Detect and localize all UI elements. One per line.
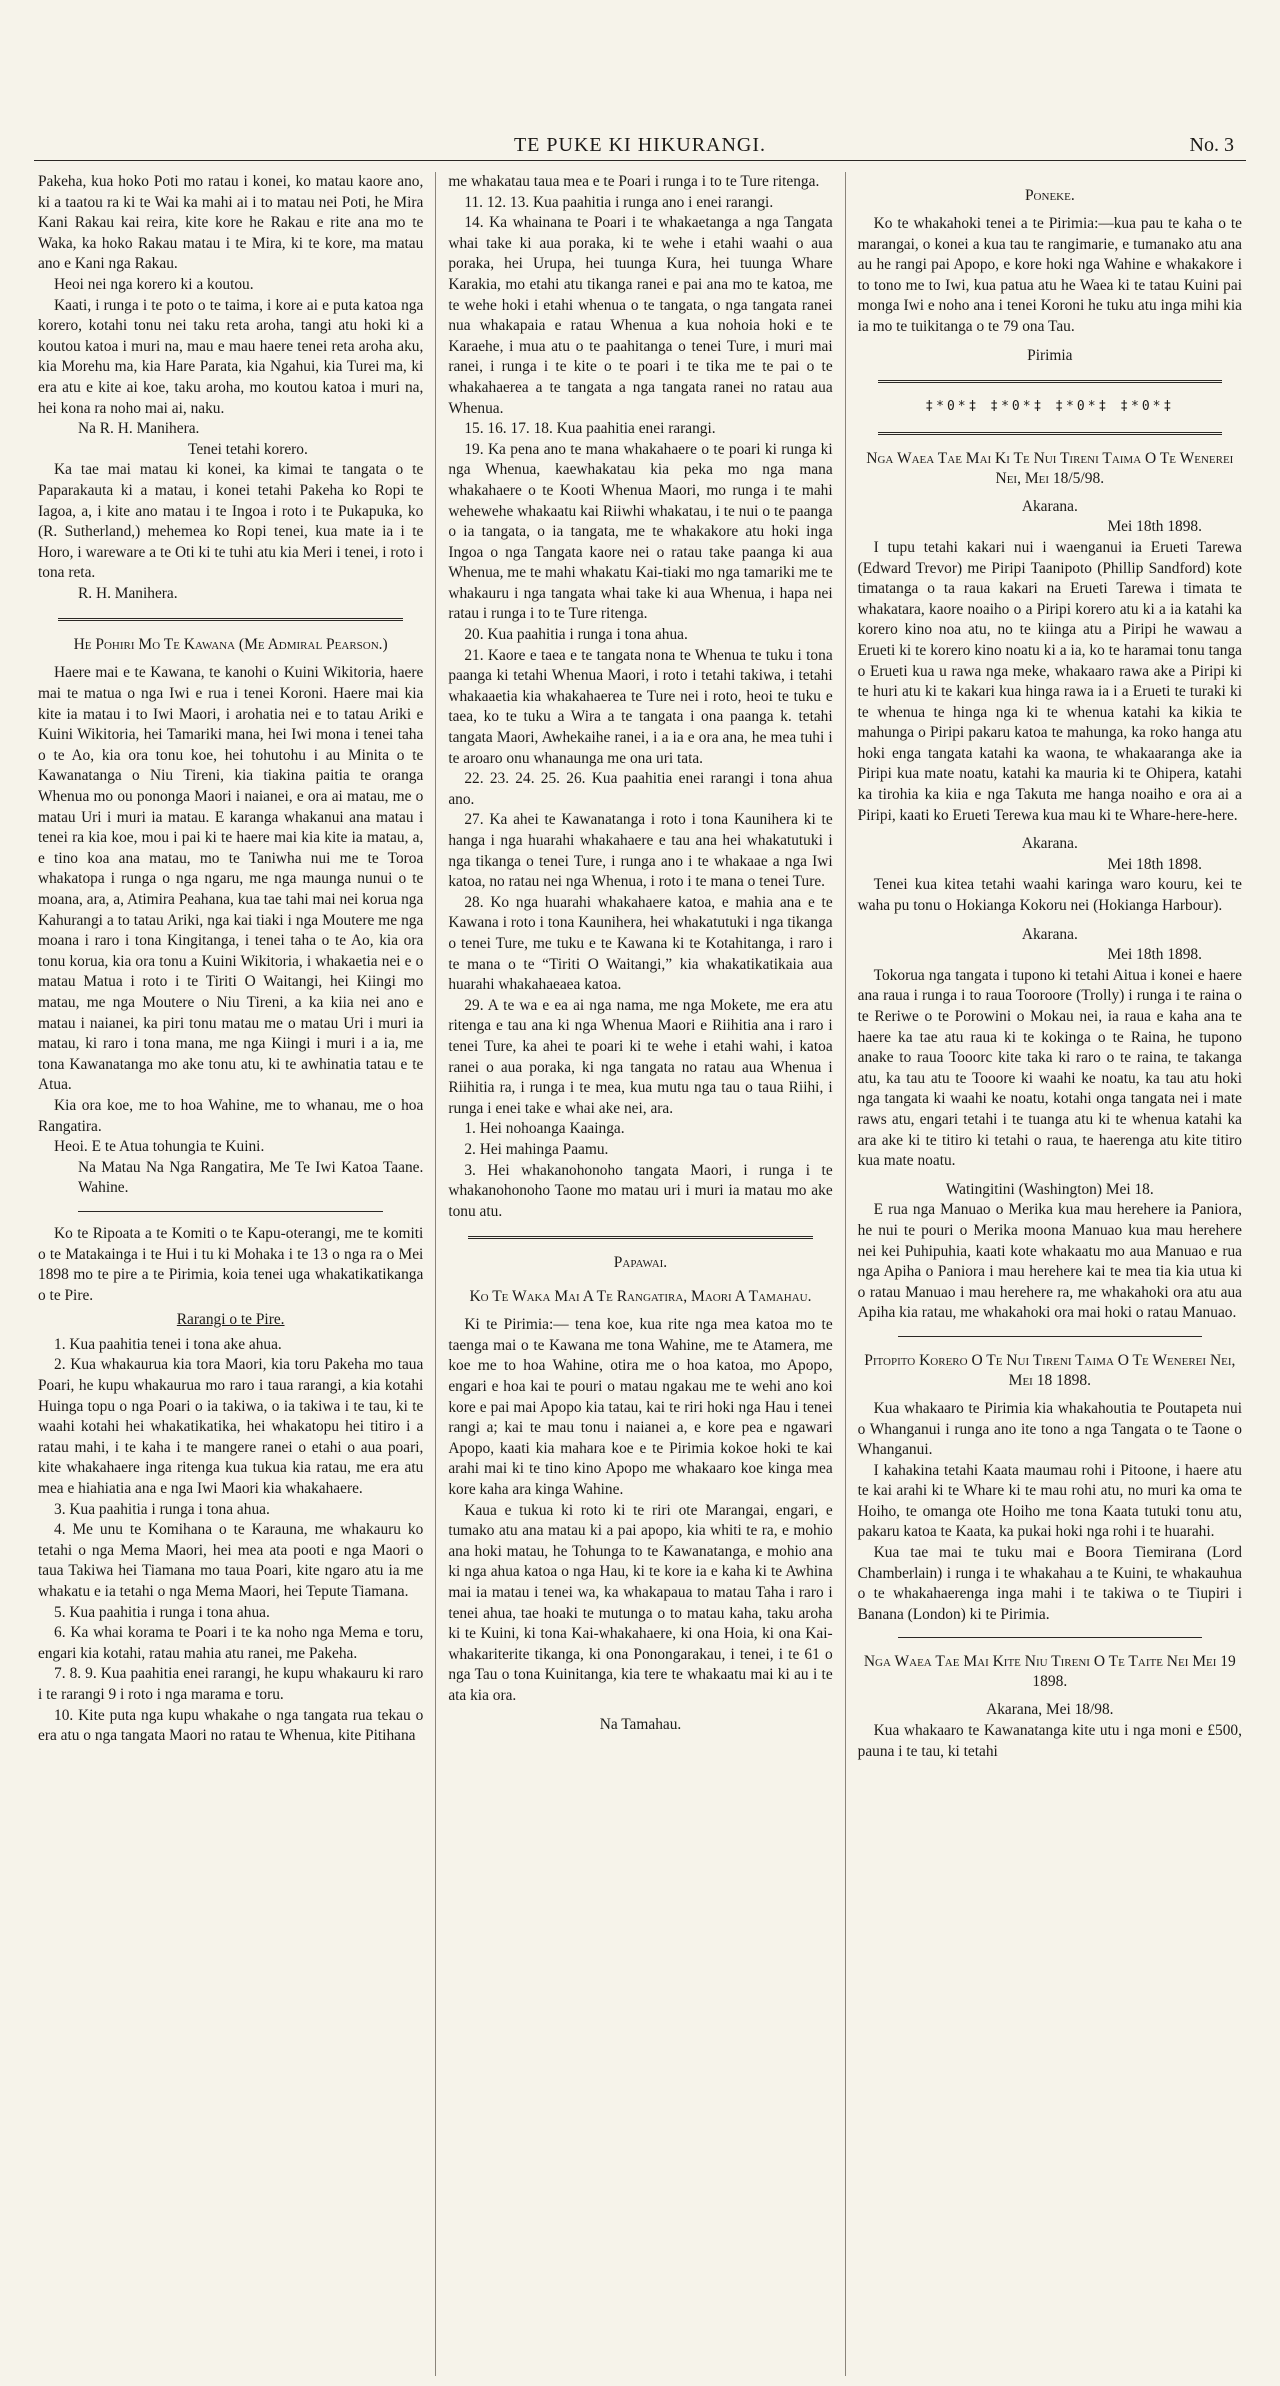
dateline-place: Watingitini (Washington) Mei 18. — [945, 1180, 1154, 1198]
newspaper-title: TE PUKE KI HIKURANGI. — [513, 134, 767, 156]
dateline-place: Akarana. — [1021, 835, 1078, 853]
signature: Na R. H. Manihera. — [78, 420, 200, 438]
paragraph: Tenei tetahi korero. — [188, 440, 308, 458]
paragraph: Kua tae mai te tuku mai e Boora Tiemirana (Lord Chamberlain) i runga i te whakahau a te Kuini, te whakauhua o te whakahaerenga inga mahi i te takiwa o te Tiupiri i Banana (London) ki te Pirimia. — [857, 1544, 1242, 1623]
list-item: 5. Kua paahitia i runga i tona ahua. — [54, 1603, 270, 1621]
paragraph: 15. 16. 17. 18. Kua paahitia enei rarangi. — [464, 420, 716, 438]
section-divider — [898, 1336, 1202, 1337]
dateline-place: Akarana. — [1021, 925, 1078, 943]
subheading: Rarangi o te Pire. — [176, 1311, 285, 1329]
section-subheading: Ko Te Waka Mai A Te Rangatira, Maori A Tamahau. — [469, 1288, 812, 1306]
paragraph: Kaati, i runga i te poto o te taima, i kore ai e puta katoa nga korero, kotahi tonu nei taku reta aroha, tangi atu hoki ki a koutou katoa i muri na, mau e mau haere tenei reta aroha aku, kia Morehu ma, kia Hare Parata, kia Ngahui, kia Turei ma, ki era atu e kite ai koe, taku aroha, mo koutou katoa i muri na, hei kona ra noho mai ai, naku. — [38, 296, 424, 417]
paragraph: 14. Ka whainana te Poari i te whakaetanga a nga Tangata whai take ki aua poraka, ki te wehe i etahi waahi o aua poraka, hei Urupa, hei tuunga Kura, hei tuunga Whare Karakia, mo etahi atu tikanga ranei e pai ana mo te katoa, me te wehe hoki i etahi whenua o te tangata, o nga tangata ranei nua whakapaia e ratau Whenua a kua nohoia hoki e te Karaehe, i mua atu o te paahitanga o tenei Ture, i muri mai ranei, i runga i te kite o te poari i te tika me te pai o te whakahaerea a te tangata a nga tangata ranei no ratau aua Whenua. — [448, 214, 833, 417]
section-heading: Poneke. — [1024, 187, 1075, 204]
paragraph: Kia ora koe, me to hoa Wahine, me to whanau, me o hoa Rangatira. — [38, 1096, 424, 1135]
signature: Na Matau Na Nga Rangatira, Me Te Iwi Katoa Taane. Wahine. — [78, 1158, 424, 1197]
list-item: 1. Hei nohoanga Kaainga. — [464, 1120, 625, 1138]
column-3 — [845, 172, 1254, 2376]
page-number: No. 3 — [1189, 134, 1234, 156]
dateline-date: Mei 18th 1898. — [1107, 855, 1202, 873]
ornament-divider: ‡*0*‡ ‡*0*‡ ‡*0*‡ ‡*0*‡ — [925, 399, 1175, 415]
list-item: 3. Kua paahitia i runga i tona ahua. — [54, 1500, 270, 1518]
paragraph: Ka tae mai matau ki konei, ka kimai te tangata o te Paparakauta ki a matau, i konei tetahi Pakeha ko Ropi te Iagoa, a, i kite ano matau i te Ingoa i roto i te Pukapuka, ko (R. Sutherland,) mehemea ko Ropi tenei, kua mate ia i te Horo, i wareware a te Oti ki te tuhi atu kia Meri i tenei, i roto i tona reta. — [38, 461, 424, 582]
section-divider — [468, 1236, 812, 1239]
section-divider — [78, 1211, 383, 1212]
paragraph: I tupu tetahi kakari nui i waenganui ia Erueti Tarewa (Edward Trevor) me Piripi Taanipoto (Phillip Sandford) kote timatanga o ta raua kakari na Erueti Tarewa i timata te whakatara, kaore noaiho o a Piripi korero atu ki a ia katahi ka korero kino noa atu, no te kiinga atu a Piripi he wawau a Erueti ki te korero kino noatu ki a ia, ko te haramai tonu tanga o Erueti kua u rawa nga meke, whakaaro rawa ake a Piripi ki te huri atu ki te kakari kua hinga rawa ia i a Erueti te turaki ki te whenua te hinga nga ki te whenua katahi ka kikia te mahunga o Piripi pakaru katoa te mahunga, ka roko hanga atu hoki enga tangata katahi ka waona, te whakaaranga ake ia Piripi kua mate noatu, katahi ka mauria ki te Ohipera, katahi ka tirohia ka kiia e nga Takuta me hanga noaiho e ora ai a Piripi, kaati ko Erueti Terewa kua mau ki te Whare-here-here. — [857, 538, 1242, 824]
paragraph: Heoi nei nga korero ki a koutou. — [54, 275, 254, 293]
section-heading: Pitopito Korero O Te Nui Tireni Taima O Te Wenerei Nei, Mei 18 1898. — [864, 1351, 1236, 1389]
paragraph: I kahakina tetahi Kaata maumau rohi i Pitoone, i haere atu te kai arahi ki te Whare ki te mau rohi atu, no muri ka oma te Hoiho, te omanga ote Hoiho me tona Kaata tutuki tonu atu, pakaru katoa te Kaata, ka pukai hoki nga rohi i te huarahi. — [857, 1461, 1242, 1541]
column-1 — [26, 172, 435, 2376]
dateline-place: Akarana, Mei 18/98. — [986, 1701, 1114, 1719]
paragraph: Ko te whakahoki tenei a te Pirimia:—kua pau te kaha o te marangai, o konei a kua tau te rangimarie, e tumanako atu ana au he rangi pai Apopo, e kore hoki nga Wahine e whakakore i to tono me to Iwi, kua patua atu he Waea ki te tatau Kuini pai monga Iwi e noho ana i tenei Koroni he tuku atu inga mihi kia ia mo te tuikitanga o te 79 ona Tau. — [857, 215, 1242, 335]
paragraph: Kaua e tukua ki roto ki te riri ote Marangai, engari, e tumako atu ana matau ki a pai apopo, kia whiti te ra, e mohio ana hoki matau, he Tohunga to te Kawanatanga, e mohio ana ki nga ahua katoa o nga Hau, ki te kore ia e kaha ki te Awhina mai ia matau i tenei wa, ka whakapaua to matau Taha i raro i tenei ahua, tae hoaki te mutunga o to matau kaha, taku aroha ki te Kuini, ki tona Kai-whakahaere, ki ona Hoia, ki ona Kai-whakariterite tikanga, ki ona Ponongarakau, i tenei, i te 61 o nga Tau o tona Kuinitanga, kia tere te whakaatu mai ki au i te ata kia ora. — [448, 1501, 833, 1704]
paragraph: 20. Kua paahitia i runga i tona ahua. — [464, 626, 688, 644]
paragraph: Heoi. E te Atua tohungia te Kuini. — [54, 1138, 265, 1156]
paragraph: Ko te Ripoata a te Komiti o te Kapu-oterangi, me te komiti o te Matakainga i te Hui i tu ki Mohaka i te 13 o nga ra o Mei 1898 mo te pire a te Pirimia, koia tenei uga whakatikatikanga o te Pire. — [38, 1224, 424, 1304]
list-item: 2. Hei mahinga Paamu. — [464, 1140, 609, 1158]
column-2 — [435, 172, 844, 2376]
paragraph: 22. 23. 24. 25. 26. Kua paahitia enei rarangi i tona ahua ano. — [448, 770, 833, 808]
section-divider — [58, 618, 403, 621]
paragraph: me whakatau taua mea e te Poari i runga i to te Ture ritenga. — [448, 173, 820, 190]
masthead — [34, 132, 1246, 161]
list-item: 2. Kua whakaurua kia tora Maori, kia toru Pakeha mo taua Poari, he kupu whakaurua mo raro i taua rarangi, a kia kotahi Huinga topu o nga Poari o ia takiwa, o ia takiwa i te tau, ki te waahi kotahi hei whakatikatika, hei whakatopu hei titiro i a ratau mahi, i te kaha i te mangere ranei o etahi o aua poari, kite whakahaere inga ritenga kua tukua kia ratau, me era atu mea e hiahiatia ana e nga Iwi Maori kia whakahaere. — [38, 1356, 424, 1498]
signature: Na Tamahau. — [599, 1715, 682, 1733]
dateline-date: Mei 18th 1898. — [1107, 518, 1202, 536]
paragraph: Kua whakaaro te Pirimia kia whakahoutia te Poutapeta nui o Whanganui i runga ano ite tono a nga Tangata o te Taone o Whanganui. — [857, 1399, 1242, 1459]
signature: Pirimia — [1027, 346, 1073, 364]
paragraph: Haere mai e te Kawana, te kanohi o Kuini Wikitoria, haere mai te matua o nga Iwi e rua i tenei Koroni. Haere mai kia kite ia matau i to Iwi Maori, i arohatia nei e to tatau Ariki e Kuini Wikitoria, hei Tamariki mana, hei Iwi mona i tenei taha o te Ao, kia ora tonu koe, hei tohutohu i au Minita o te Kawanatanga o Niu Tireni, kia tiakina paitia te oranga Whenua mo ou pononga Maori i naianei, e ora ai matau, me o matau Uri i muri ia matau. E karanga whakanui ana matau i tenei ra kia koe, mou i pai ki te haere mai kia kite ia matau, a, e tino koa ana matau, mo te Taniwha nui me te Toroa whakatopa i runga o nga ngaru, me nga maunga nunui o te moana, ara, a, Atimira Peahana, kua tae tahi mai nei korua nga Kahurangi a to tatau Ariki, nga kai tiaki i nga Moutere me nga moana i raro i tona Kingitanga, i tenei taha o te Ao, kia ora tonu korua, kia ora tonu a Kuini Wikitoria, i whakaetia nei e o matau Matua i roto i te Tiriti O Waitangi, hei Kiingi mo matau, me nga Moutere o Niu Tireni, a ka kiia nei ano e matau i naianei, ka piri tonu matau me o matau Uri i muri ia matau, ki raro i tona mana, me nga Kiingi i muri i a ia, me tona Kawanatanga mo ake tonu atu, ki te awhinatia tatau e te Atua. — [38, 664, 424, 1094]
section-heading: Papawai. — [613, 1254, 668, 1272]
list-item: 10. Kite puta nga kupu whakahe o nga tangata rua tekau o era atu o nga tangata Maori no ratau te Whenua, kite Pitihana — [38, 1706, 424, 1745]
paragraph: 29. A te wa e ea ai nga nama, me nga Mokete, me era atu ritenga e tau ana ki nga Whenua Maori e Riihitia ana i raro i tenei Ture, ka ahei te poari ki te wehe i etahi wahi, i katoa ranei o aua poraka, ki nga tangata no ratau aua Whenua i Riihitia ra, i runga i te mea, kua mutu nga tau o taua Riihi, i runga i enei take e whai ake nei, ara. — [448, 996, 833, 1117]
section-divider — [898, 1637, 1202, 1638]
section-heading: He Pohiri Mo Te Kawana (Me Admiral Pearson.) — [73, 636, 388, 654]
paragraph: Pakeha, kua hoko Poti mo ratau i konei, ko matau kaore ano, ki a taatou ra ki te Wai ka mahi ai i to matau nei Poti, he Mira Kani Rakau kai reira, kite kore he Rakau e rite ana mo te Waka, ka hoko Rakau matau i te Mira, ki te kore, ma matau ano e Kani nga Rakau. — [38, 173, 424, 273]
columns — [26, 172, 1254, 2376]
section-divider — [878, 432, 1222, 435]
paragraph: Kua whakaaro te Kawanatanga kite utu i nga moni e £500, pauna i te tau, ki tetahi — [857, 1722, 1242, 1760]
dateline-date: Mei 18th 1898. — [1107, 946, 1202, 964]
paragraph: E rua nga Manuao o Merika kua mau herehere ia Paniora, he nui te pouri o Merika moona Manuao kua mau herehere nei kei Puhipuhia, kaati kote whakaatu mo aua Manuao e rua nga Apiha o Paniora i mau herehere kai te mea tia kia utua ki o ratau Manuao i mau herehere ra, me whakahoki ora atu aua Apiha kia ratau, me whakahoki ora mai hoki o ratau Manuao. — [857, 1201, 1242, 1322]
paragraph: Tenei kua kitea tetahi waahi karinga waro kouru, kei te waha pu tonu o Hokianga Kokoru nei (Hokianga Harbour). — [857, 876, 1242, 915]
signature: R. H. Manihera. — [78, 584, 178, 602]
paragraph: 11. 12. 13. Kua paahitia i runga ano i enei rarangi. — [464, 193, 774, 211]
dateline-place: Akarana. — [1021, 497, 1078, 515]
paragraph: 28. Ko nga huarahi whakahaere katoa, e mahia ana e te Kawana i roto i tona Kaunihera, hei whakatutuki i nga tikanga o tenei Ture, me tuku e te Kawana ki te Kotahitanga, i raro i te mana o te “Tiriti O Waitangi,” kia whakatikatikaia aua huarahi whakahaeaea katoa. — [448, 893, 833, 994]
paragraph: 19. Ka pena ano te mana whakahaere o te poari ki runga ki nga Whenua, kaewhakatau kia peka mo nga mana whakahaere o te Kooti Whenua Maori, mo runga i te mahi wehewehe whakaatu kai Riiwhi whakatau, i te nui o te paanga o ia tangata, o ia tangata, me te whakakore atu hoki inga Ingoa o nga Tangata kaore nei o ratau take paanga ki aua Whenua, me te mahi whakatu Kai-tiaki mo nga tamariki me te whakauru i nga tangata whai take ki aua Whenua, i hapa nei ratau i runga i to te Ture ritenga. — [448, 440, 833, 623]
paragraph: 21. Kaore e taea e te tangata nona te Whenua te tuku i tona paanga ki tetahi Whenua Maori, i roto i tetahi takiwa, i tetahi whakaaetia kia whakahaerea te Ture nei i roto, heoi te tuku e taea, ko te tuku a Wira a te tangata i ona paanga k. tetahi tangata Maori, Awhekaihe ranei, i a ia e ora ana, he mea tuhi i te aroaro onu whanaunga me ona uri tata. — [448, 646, 833, 767]
list-item: 7. 8. 9. Kua paahitia enei rarangi, he kupu whakauru ki raro i te rarangi 9 i roto i nga marama e toru. — [38, 1665, 424, 1703]
list-item: 1. Kua paahitia tenei i tona ake ahua. — [54, 1335, 282, 1353]
list-item: 6. Ka whai korama te Poari i te ka noho nga Mema e toru, engari kia kotahi, ratau mahia atu ranei, me Pakeha. — [38, 1624, 424, 1662]
paragraph: Tokorua nga tangata i tupono ki tetahi Aitua i konei e haere ana raua i runga i to raua Tooroore (Trolly) i runga i te raina o te Reriwe o te Porowini o Mokau nei, ia raua e kaha ana te haere ka tae atu raua ki te kokinga o te Raina, he tupono anake to raua Tooorc kite taka ki raro o te raina, te takanga atu, ka tau atu te Tooore ki waahi ke noatu, ka tau atu hoki nga tangata ki waahi ke noatu, kotahi onga tangata nei i mate raws atu, engari tetahi i te tuanga atu ki te whenua katahi ka ara ake ki te titiro ki tetahi o raua, te haerenga atu kite titiro kua mate noatu. — [857, 966, 1242, 1170]
paragraph: Ki te Pirimia:— tena koe, kua rite nga mea katoa mo te taenga mai o te Kawana me tona Wahine, me te Atamera, me koe me to hoa Wahine, otira me o hoa katoa, mo Apopo, engari e hoa kai te pouri o matau ngakau me te wehi ano koi kore e pai mai Apopo kia tatau, kai te riri hoki nga Hau i tenei rangi a; kai te mau tonu i naianei a, e kore pea e ngawari Apopo, kaati kia mahara koe e te Pirimia kokoe hoki te kai arahi mai ki te tino kino Apopo me whakaaro koe kinga mea kore kaha ara kinga Wahine. — [448, 1316, 833, 1499]
section-divider — [878, 380, 1222, 383]
section-heading: Nga Waea Tae Mai Ki Te Nui Tireni Taima O Te Wenerei Nei, Mei 18/5/98. — [866, 449, 1234, 487]
list-item: 4. Me unu te Komihana o te Karauna, me whakauru ko tetahi o nga Mema Maori, hei mea ata pooti e nga Maori o taua Takiwa hei Tiamana mo taua Poari, kite ngaro atu ia me whakatu e ia tetahi o nga Mema Maori, hei Tepute Tiamana. — [38, 1521, 424, 1600]
list-item: 3. Hei whakanohonoho tangata Maori, i runga i te whakanohonoho Taone mo matau uri i muri ia matau mo ake tonu atu. — [448, 1161, 833, 1220]
paragraph: 27. Ka ahei te Kawanatanga i roto i tona Kaunihera ki te hanga i nga huarahi whakahaere e tau ana hei whakatutuki i nga tikanga o tenei Ture, i runga ano i te whakaae a nga Iwi katoa, no ratau nei nga Whenua, i roto i te mana o tenei Ture. — [448, 811, 833, 891]
section-heading: Nga Waea Tae Mai Kite Niu Tireni O Te Taite Nei Mei 19 1898. — [863, 1653, 1236, 1691]
